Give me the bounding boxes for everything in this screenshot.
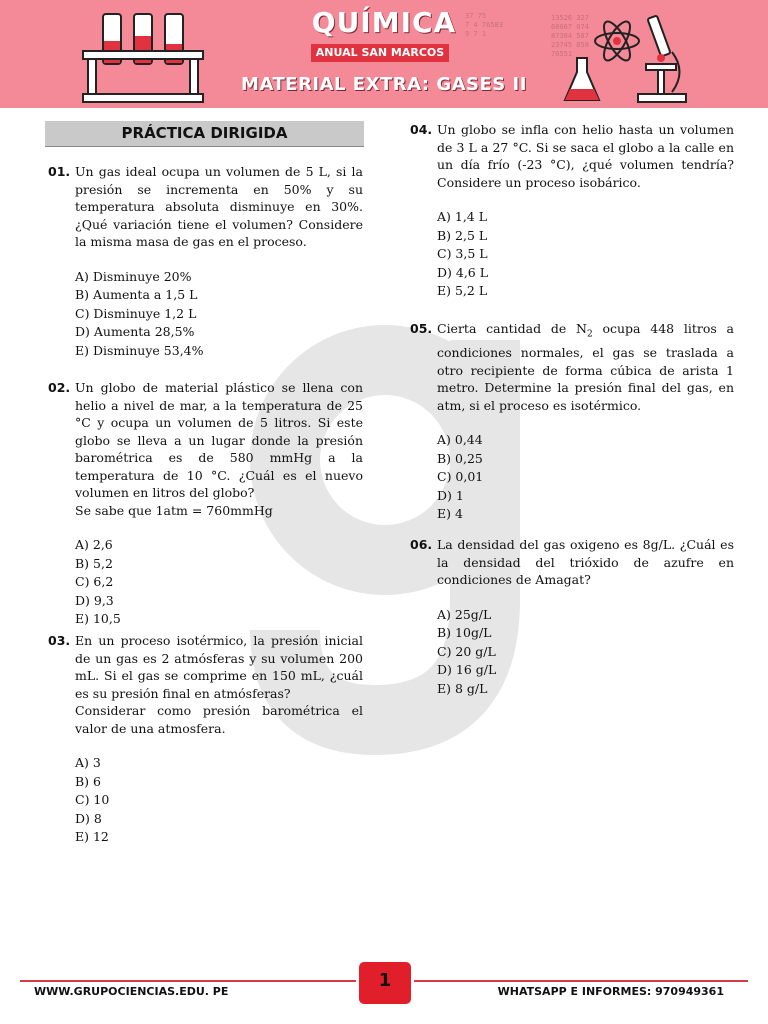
option-e: E) 5,2 L	[437, 283, 488, 298]
course-label: ANUAL SAN MARCOS	[315, 46, 445, 59]
option-d: D) 8	[75, 810, 102, 826]
subscript: 2	[586, 329, 593, 340]
question-text: Un gas ideal ocupa un volumen de 5 L, si la presión se incrementa en 50% y su temperatura absoluta disminuye en 30%. ¿Qué variación tiene el volumen? Considere la misma masa de gas en el proceso.	[75, 164, 363, 249]
option-d: D) Aumenta 28,5%	[75, 324, 195, 339]
decorative-numbers: 13526 327 60067 074 87304 587 23745 858 76551	[551, 14, 589, 58]
question-01	[48, 163, 363, 360]
page-number: 1	[378, 970, 392, 991]
section-title: PRÁCTICA DIRIGIDA	[45, 121, 364, 147]
question-03	[48, 632, 363, 847]
footer-divider-left	[20, 980, 356, 982]
option-a: A) 1,4 L	[437, 209, 488, 224]
options-list	[75, 754, 363, 847]
question-text-part2: ocupa 448 litros a condiciones normales, el gas se traslada a otro recipiente de forma cúbica de arista 1 metro. Determine la presión final del gas, en atm, si el proceso es isotérmico.	[437, 321, 734, 413]
options-list	[437, 606, 734, 699]
question-text: La densidad del gas oxigeno es 8g/L. ¿Cuál es la densidad del trióxido de azufre en condiciones de Amagat?	[437, 537, 734, 587]
option-a: A) 3	[75, 755, 101, 770]
question-number: 02.	[48, 380, 71, 395]
question-05	[410, 320, 734, 524]
page-number-badge	[359, 962, 411, 1004]
question-number: 06.	[410, 537, 433, 552]
question-text: En un proceso isotérmico, la presión inicial de un gas es 2 atmósferas y su volumen 200 mL. Si el gas se comprime en 150 mL, ¿cuál es su presión final en atmósferas?	[75, 633, 363, 701]
options-list	[437, 431, 734, 524]
option-e: E) 12	[75, 829, 109, 844]
options-list	[75, 268, 363, 361]
footer-contact: WHATSAPP E INFORMES: 970949361	[497, 985, 724, 998]
question-06	[410, 536, 734, 698]
question-number: 04.	[410, 122, 433, 137]
option-c: C) 10	[75, 792, 110, 807]
footer-website: WWW.GRUPOCIENCIAS.EDU. PE	[34, 985, 229, 998]
option-b: B) 6	[75, 773, 101, 789]
header-banner	[0, 0, 768, 108]
question-text: Un globo se infla con helio hasta un volumen de 3 L a 27 °C. Si se saca el globo a la calle en un día frío (-23 °C), ¿qué volumen tendría? Considere un proceso isobárico.	[437, 122, 734, 190]
option-c: C) 20 g/L	[437, 643, 496, 659]
option-a: A) 2,6	[75, 537, 113, 552]
question-text	[437, 320, 734, 414]
option-a: A) 0,44	[437, 432, 483, 447]
question-text: Un globo de material plástico se llena con helio a nivel de mar, a la temperatura de 25 °C y ocupa un volumen de 5 litros. Si este globo se lleva a un lugar donde la presión barométrica es de 580 mmHg a la temperatura de 10 °C. ¿Cuál es el nuevo volumen en litros del globo?	[75, 380, 363, 500]
option-b: B) Aumenta a 1,5 L	[75, 287, 198, 302]
option-d: D) 4,6 L	[437, 264, 489, 280]
options-list	[437, 208, 734, 301]
question-note: Se sabe que 1atm = 760mmHg	[75, 502, 273, 518]
question-number: 03.	[48, 633, 71, 648]
question-note: Considerar como presión barométrica el valor de una atmosfera.	[75, 703, 363, 736]
option-b: B) 10g/L	[437, 625, 492, 640]
subject-title: QUÍMICA	[311, 6, 457, 39]
option-b: B) 5,2	[75, 555, 113, 571]
option-b: B) 0,25	[437, 450, 483, 466]
question-04	[410, 121, 734, 301]
option-c: C) 6,2	[75, 574, 114, 589]
option-d: D) 16 g/L	[437, 662, 497, 677]
option-e: E) 10,5	[75, 611, 121, 626]
decorative-numbers: 37 75 7 4 76583 9 7 1	[465, 12, 503, 38]
option-d: D) 1	[437, 487, 464, 503]
question-number: 01.	[48, 164, 71, 179]
option-c: C) 3,5 L	[437, 246, 488, 261]
option-b: B) 2,5 L	[437, 227, 488, 243]
material-title: MATERIAL EXTRA: GASES II	[241, 74, 527, 95]
option-d: D) 9,3	[75, 592, 114, 608]
option-a: A) Disminuye 20%	[75, 268, 192, 284]
option-e: E) 8 g/L	[437, 680, 488, 696]
option-c: C) 0,01	[437, 469, 484, 484]
option-e: E) 4	[437, 506, 463, 521]
question-02	[48, 379, 363, 629]
course-badge	[311, 44, 449, 62]
option-a: A) 25g/L	[437, 606, 492, 622]
question-text-part1: Cierta cantidad de N	[437, 321, 587, 336]
footer-divider-right	[414, 980, 748, 982]
question-number: 05.	[410, 321, 433, 336]
option-e: E) Disminuye 53,4%	[75, 342, 204, 358]
options-list	[75, 536, 363, 629]
option-c: C) Disminuye 1,2 L	[75, 305, 197, 321]
